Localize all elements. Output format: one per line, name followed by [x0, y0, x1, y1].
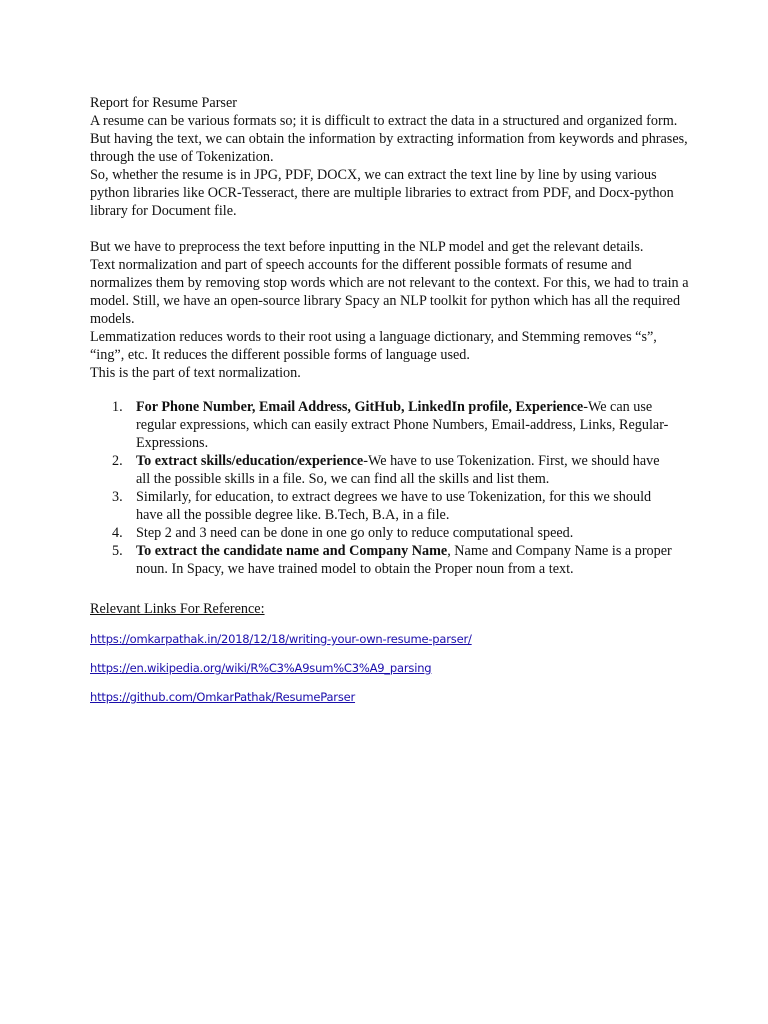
- list-item-text: -We can use regular expressions, which can easily extract Phone Numbers, Email-address, Links, Regular-Expressions.: [136, 399, 669, 451]
- intro-paragraph-1: A resume can be various formats so; it is difficult to extract the data in a structured and organized form. But having the text, we can obtain the information by extracting information from keywords and phrases, through the use of Tokenization.: [90, 113, 688, 165]
- list-item-number: 2.: [112, 453, 123, 469]
- list-spacer: [90, 382, 690, 398]
- list-item-text: Step 2 and 3 need can be done in one go only to reduce computational speed.: [136, 525, 574, 541]
- body-paragraph-4: This is the part of text normalization.: [90, 365, 301, 381]
- body-paragraph-1: But we have to preprocess the text before inputting in the NLP model and get the relevant details.: [90, 239, 644, 255]
- list-item-number: 1.: [112, 399, 123, 415]
- body-paragraph-2: Text normalization and part of speech accounts for the different possible formats of resume and normalizes them by removing stop words which are not relevant to the context. For this, we had to train a model. Still, we have an open-source library Spacy an NLP toolkit for python which has all the required models.: [90, 257, 689, 327]
- body-paragraph-3: Lemmatization reduces words to their root using a language dictionary, and Stemming removes “s”, “ing”, etc. It reduces the different possible forms of language used.: [90, 329, 657, 363]
- paragraph-spacer: [90, 220, 690, 238]
- intro-paragraph-2: So, whether the resume is in JPG, PDF, DOCX, we can extract the text line by line by using various python libraries like OCR-Tesseract, there are multiple libraries to extract from PDF, and Docx-python library for Document file.: [90, 167, 674, 219]
- list-item-text: -We have to use Tokenization. First, we should have all the possible skills in a file. So, we can find all the skills and list them.: [136, 453, 660, 487]
- list-item-bold: To extract the candidate name and Company Name: [136, 543, 448, 559]
- steps-list: [90, 398, 690, 578]
- list-item-number: 5.: [112, 543, 123, 559]
- list-item-text: Similarly, for education, to extract degrees we have to use Tokenization, for this we should have all the possible degree like. B.Tech, B.A, in a file.: [136, 489, 652, 523]
- list-item-text: , Name and Company Name is a proper noun. In Spacy, we have trained model to obtain the Proper noun from a text.: [136, 543, 672, 577]
- list-item-number: 4.: [112, 525, 123, 541]
- list-item-bold: For Phone Number, Email Address, GitHub, LinkedIn profile, Experience: [136, 399, 584, 415]
- list-item: [90, 452, 676, 488]
- links-heading: Relevant Links For Reference:: [90, 601, 265, 617]
- list-item: [90, 524, 676, 542]
- reference-link-omkarpathak[interactable]: https://omkarpathak.in/2018/12/18/writing-your-own-resume-parser/: [90, 632, 472, 646]
- reference-link-github[interactable]: https://github.com/OmkarPathak/ResumeParser: [90, 690, 356, 704]
- list-item: [90, 488, 676, 524]
- reference-link-wikipedia[interactable]: https://en.wikipedia.org/wiki/R%C3%A9sum%C3%A9_parsing: [90, 661, 432, 675]
- document-title: Report for Resume Parser: [90, 95, 237, 111]
- list-item: [90, 398, 676, 452]
- document-page: [90, 94, 690, 705]
- list-item: [90, 542, 676, 578]
- list-item-bold: To extract skills/education/experience: [136, 453, 364, 469]
- list-item-number: 3.: [112, 489, 123, 505]
